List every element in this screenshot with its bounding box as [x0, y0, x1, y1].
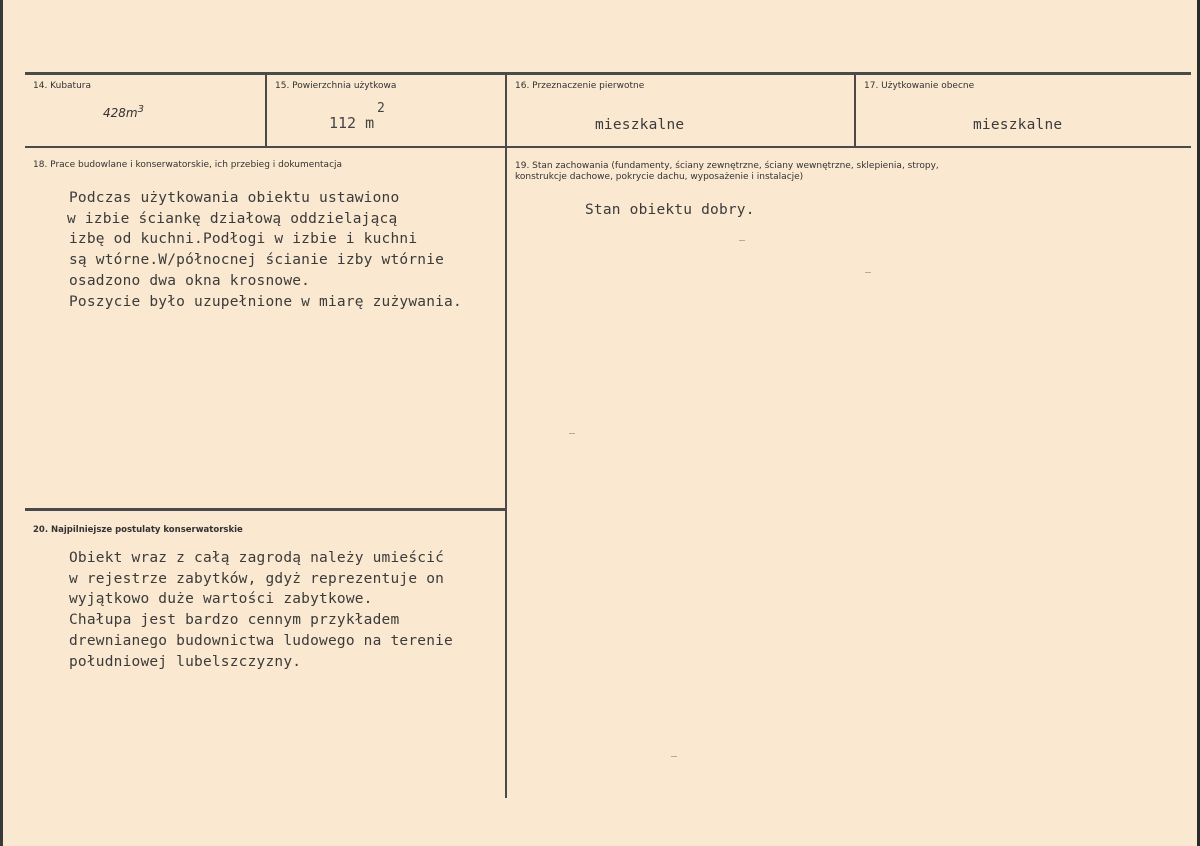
volume-value-text: 428m [103, 106, 138, 120]
construction-works-text [69, 188, 462, 312]
construction-works-label: 18. Prace budowlane i konserwatorskie, ich przebieg i dokumentacja [33, 160, 343, 170]
construction-line: Poszycie było uzupełnione w miarę zużywania. [69, 293, 462, 310]
col-divider-3 [854, 74, 856, 147]
volume-label: 14. Kubatura [33, 81, 92, 91]
volume-value [103, 104, 144, 120]
postulates-line: w rejestrze zabytków, gdyż reprezentuje on [69, 570, 445, 587]
original-purpose-value: mieszkalne [595, 117, 685, 133]
row-divider-2 [25, 508, 505, 511]
postulates-line: Chałupa jest bardzo cennym przykładem [69, 612, 400, 629]
usable-area-label: 15. Powierzchnia użytkowa [275, 81, 397, 91]
paper-speck [739, 240, 745, 241]
construction-line: osadzono dwa okna krosnowe. [69, 272, 311, 289]
postulates-text [69, 548, 453, 672]
construction-line: w izbie ściankę działową oddzielającą [67, 210, 398, 227]
usable-area-value: 112 m [329, 114, 375, 132]
paper-speck [865, 272, 871, 273]
construction-line: izbę od kuchni.Podłogi w izbie i kuchni [69, 231, 418, 248]
condition-label-line2: konstrukcje dachowe, pokrycie dachu, wyposażenie i instalacje) [515, 172, 804, 182]
current-use-label: 17. Użytkowanie obecne [864, 81, 975, 91]
postulates-label: 20. Najpilniejsze postulaty konserwatorskie [33, 525, 243, 535]
volume-exponent: 3 [137, 104, 144, 115]
top-rule [25, 72, 1191, 75]
condition-text: Stan obiektu dobry. [585, 202, 755, 218]
original-purpose-label: 16. Przeznaczenie pierwotne [515, 81, 645, 91]
construction-line: Podczas użytkowania obiektu ustawiono [69, 190, 400, 206]
usable-area-exponent: 2 [377, 101, 385, 116]
construction-line: są wtórne.W/północnej ścianie izby wtórnie [69, 252, 445, 269]
paper-speck [671, 756, 677, 757]
col-divider-2 [505, 74, 507, 798]
row-divider-1 [25, 146, 1191, 148]
current-use-value: mieszkalne [973, 117, 1063, 133]
condition-label-line1: 19. Stan zachowania (fundamenty, ściany zewnętrzne, ściany wewnętrzne, sklepienia, stropy, [515, 161, 939, 171]
postulates-line: wyjątkowo duże wartości zabytkowe. [69, 591, 373, 608]
condition-label [515, 161, 939, 182]
postulates-line: drewnianego budownictwa ludowego na terenie [69, 632, 453, 649]
col-divider-1 [265, 74, 267, 147]
postulates-line: Obiekt wraz z całą zagrodą należy umieścić [69, 550, 445, 566]
paper-speck [569, 433, 575, 434]
postulates-line: południowej lubelszczyzny. [69, 653, 302, 670]
